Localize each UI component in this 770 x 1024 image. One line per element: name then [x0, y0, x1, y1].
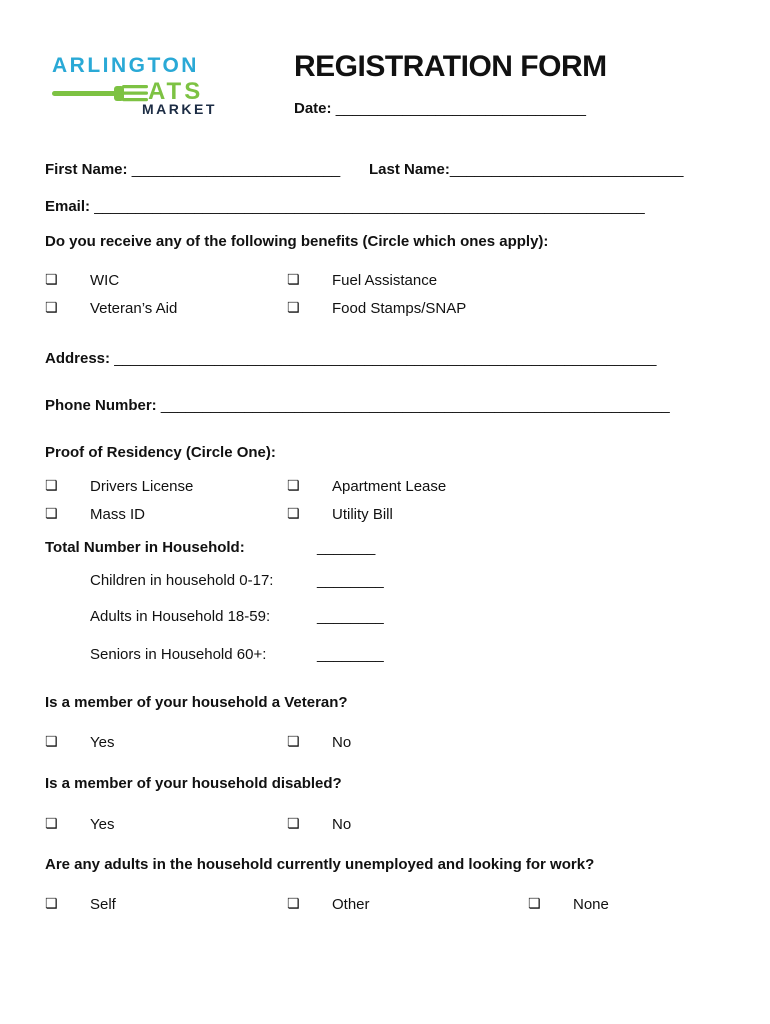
logo-line-arlington: ARLINGTON [52, 54, 199, 77]
last-name-row [369, 161, 683, 178]
seniors-label: Seniors in Household 60+: [90, 646, 267, 663]
option-veteran-yes-label: Yes [90, 734, 115, 751]
email-row [45, 198, 645, 215]
checkbox-none[interactable]: ❏ [528, 896, 541, 912]
option-disabled-no-label: No [332, 816, 352, 833]
arlington-eats-market-logo [50, 52, 222, 120]
date-row [294, 100, 586, 117]
option-other-label: Other [332, 896, 370, 913]
phone-field[interactable]: _____________________________________________________________ [160, 397, 670, 414]
checkbox-drivers-license[interactable]: ❏ [45, 478, 58, 494]
date-field[interactable]: ______________________________ [335, 100, 586, 117]
veteran-question: Is a member of your household a Veteran? [45, 694, 348, 711]
first-name-label: First Name: [45, 161, 128, 178]
option-veterans-aid-label: Veteran’s Aid [90, 300, 178, 317]
checkbox-disabled-yes[interactable]: ❏ [45, 816, 58, 832]
date-label: Date: [294, 100, 332, 117]
household-total-label: Total Number in Household: [45, 539, 245, 556]
option-mass-id-label: Mass ID [90, 506, 146, 523]
seniors-field[interactable]: ________ [317, 646, 384, 663]
phone-label: Phone Number: [45, 397, 157, 414]
checkbox-disabled-no[interactable]: ❏ [287, 816, 300, 832]
option-self-label: Self [90, 896, 116, 913]
option-utility-bill-label: Utility Bill [332, 506, 393, 523]
checkbox-apartment-lease[interactable]: ❏ [287, 478, 300, 494]
residency-question: Proof of Residency (Circle One): [45, 444, 276, 461]
disabled-question: Is a member of your household disabled? [45, 775, 342, 792]
children-label: Children in household 0-17: [90, 572, 274, 589]
option-veteran-no-label: No [332, 734, 352, 751]
checkbox-veteran-yes[interactable]: ❏ [45, 734, 58, 750]
address-row [45, 350, 656, 367]
option-disabled-yes-label: Yes [90, 816, 115, 833]
option-fuel-assistance-label: Fuel Assistance [332, 272, 438, 289]
email-label: Email: [45, 198, 91, 215]
checkbox-wic[interactable]: ❏ [45, 272, 58, 288]
last-name-field[interactable]: ____________________________ [449, 161, 684, 178]
form-title: REGISTRATION FORM [294, 50, 607, 83]
checkbox-fuel-assistance[interactable]: ❏ [287, 272, 300, 288]
logo-line-market: MARKET [142, 101, 217, 117]
unemployed-question: Are any adults in the household currently unemployed and looking for work? [45, 856, 595, 873]
checkbox-other[interactable]: ❏ [287, 896, 300, 912]
checkbox-self[interactable]: ❏ [45, 896, 58, 912]
phone-row [45, 397, 670, 414]
children-field[interactable]: ________ [317, 572, 384, 589]
option-wic-label: WIC [90, 272, 120, 289]
logo-line-eats: ATS [148, 78, 204, 105]
email-field[interactable]: __________________________________________________________________ [94, 198, 645, 215]
checkbox-food-stamps[interactable]: ❏ [287, 300, 300, 316]
adults-label: Adults in Household 18-59: [90, 608, 271, 625]
fork-icon [52, 84, 148, 102]
address-field[interactable]: _________________________________________________________________ [114, 350, 657, 367]
household-total-field[interactable]: _______ [317, 539, 376, 556]
adults-field[interactable]: ________ [317, 608, 384, 625]
option-none-label: None [573, 896, 609, 913]
checkbox-mass-id[interactable]: ❏ [45, 506, 58, 522]
option-apartment-lease-label: Apartment Lease [332, 478, 447, 495]
benefits-question: Do you receive any of the following benefits (Circle which ones apply): [45, 233, 549, 250]
checkbox-veterans-aid[interactable]: ❏ [45, 300, 58, 316]
address-label: Address: [45, 350, 111, 367]
option-drivers-license-label: Drivers License [90, 478, 194, 495]
checkbox-veteran-no[interactable]: ❏ [287, 734, 300, 750]
option-food-stamps-label: Food Stamps/SNAP [332, 300, 467, 317]
last-name-label: Last Name: [369, 161, 450, 178]
checkbox-utility-bill[interactable]: ❏ [287, 506, 300, 522]
first-name-row [45, 161, 340, 178]
first-name-field[interactable]: _________________________ [131, 161, 341, 178]
